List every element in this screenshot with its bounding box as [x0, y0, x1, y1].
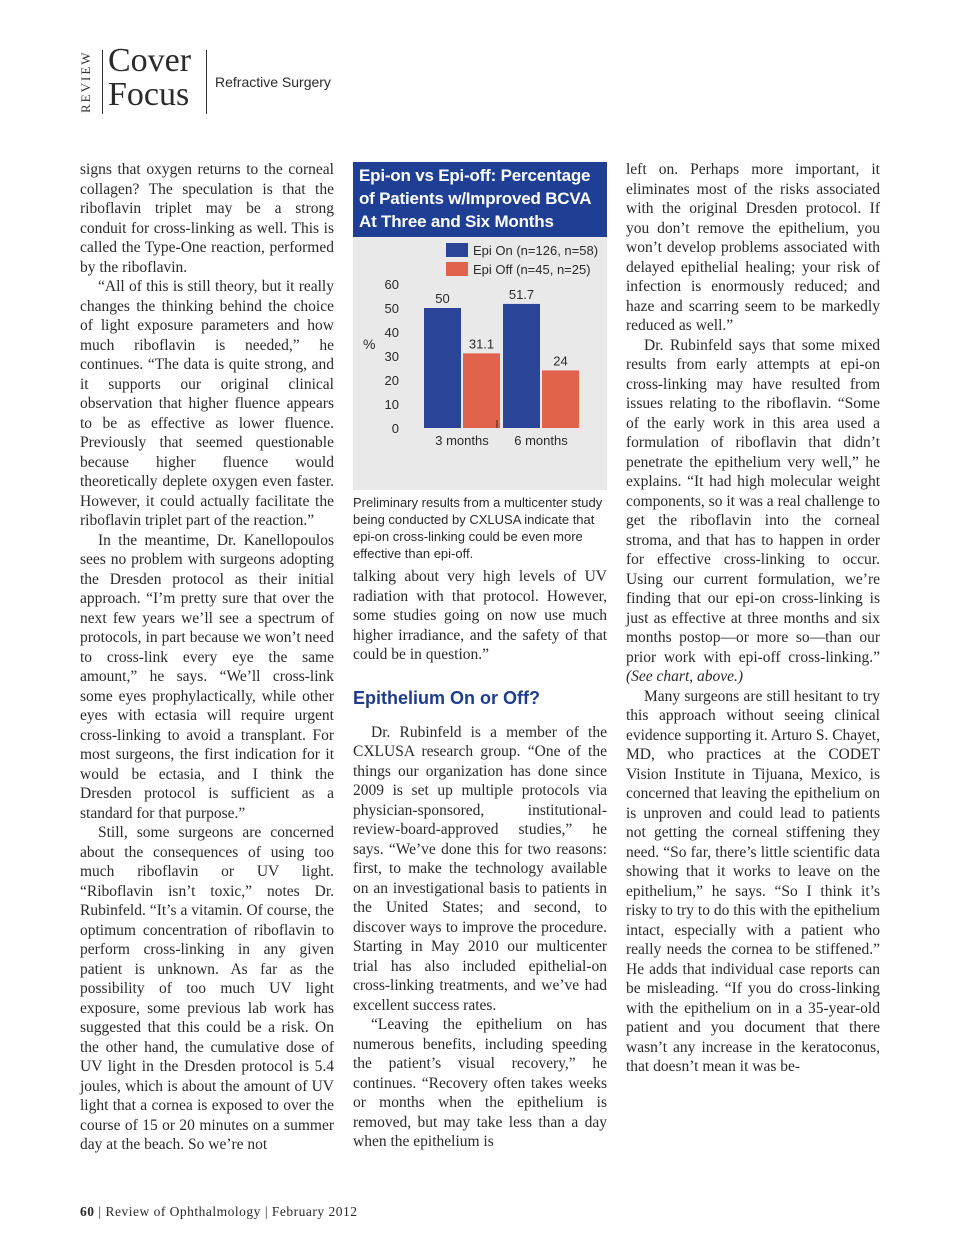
y-tick-label: 10: [384, 397, 399, 412]
y-tick-label: 60: [384, 277, 399, 292]
bar-data-label: 31.1: [468, 336, 495, 352]
masthead-vertical-label: REVIEW: [78, 50, 93, 114]
masthead-title: [108, 44, 208, 112]
paragraph: [353, 567, 607, 665]
legend-swatch: [446, 243, 468, 257]
paragraph: [353, 723, 607, 1016]
paragraph-text: “All of this is still theory, but it really changes the thinking behind the choice of light exposure parameters and how much riboflavin is needed,” he continues. “The data is quite strong, and it supports our original clinical observation that higher fluence appears to be as effective as lower fluence. Previously that seemed questionable because higher fluence would theoretically deplete oxygen even faster. However, it could actually facilitate the riboflavin triplet part of the reaction.”: [80, 278, 334, 529]
bar-data-label: 50: [435, 291, 450, 306]
article-column-3: [626, 160, 880, 1077]
paragraph-text: left on. Perhaps more important, it eliminates most of the risks associated with the original Dresden protocol. If you don’t remove the epithelium, you won’t develop problems associated with delayed epithelial healing; your risk of infection is enormously reduced; and haze and scarring seem to be markedly reduced as well.”: [626, 161, 880, 334]
y-tick-label: 20: [384, 373, 399, 388]
paragraph-text: signs that oxygen returns to the corneal collagen? The speculation is that the riboflavin triplet may be a strong conduit for cross-linking as well. This is called the Type-One reaction, performed by the riboflavin.: [80, 161, 334, 276]
paragraph: [626, 687, 880, 1077]
bar-epi-on: [503, 304, 540, 428]
masthead-divider: [206, 50, 207, 114]
y-tick-label: 50: [384, 301, 399, 316]
paragraph-text: talking about very high levels of UV radiation with that protocol. However, some studies going on now use much higher irradiance, and the safety of that could be in question.”: [353, 568, 607, 663]
chart-box: [353, 162, 607, 562]
section-label: Refractive Surgery: [215, 74, 331, 90]
page-footer: [80, 1204, 358, 1220]
y-axis-label: %: [363, 336, 376, 352]
bar-chart: [353, 237, 607, 490]
publication-name: Review of Ophthalmology: [105, 1204, 261, 1219]
bar-epi-off: [542, 370, 579, 428]
footer-separator: |: [264, 1204, 272, 1219]
masthead-title-line2: Focus: [108, 76, 190, 113]
paragraph-text: “Leaving the epithelium on has numerous benefits, including speeding the patient’s visual recovery,” he continues. “Recovery often takes weeks or months when the epithelium is removed, but may take less than a day when the epithelium is: [353, 1016, 607, 1150]
paragraph: [80, 160, 334, 277]
legend-label: Epi On (n=126, n=58): [473, 243, 599, 258]
x-category-label: 3 months: [435, 433, 489, 448]
paragraph: [80, 531, 334, 824]
y-tick-label: 0: [391, 421, 399, 436]
bar-epi-off: [463, 353, 500, 428]
section-subhead: Epithelium On or Off?: [353, 687, 540, 708]
paragraph-text: Dr. Rubinfeld says that some mixed results from early attempts at epi-on cross-linking may have resulted from issues relating to the riboflavin. “Some of the early work in this area used a formulation of riboflavin that didn’t penetrate the epithelium very well,” he explains. “It had high molecular weight components, so it was a real challenge to get the riboflavin into the corneal stroma, and that has to happen in order for effective cross-linking to occur. Using our current formulation, we’re finding that our epi-on cross-linking is just as effective at three months and six months postop—or more so—than our prior work with epi-off cross-linking.”: [626, 336, 880, 666]
bar-data-label: 24: [553, 353, 568, 369]
bar-epi-on: [424, 308, 461, 428]
paragraph-text: Dr. Rubinfeld is a member of the CXLUSA research group. “One of the things our organization has done since 2009 is set up multiple protocols via physician-sponsored, institutional-review-board-approved studies,” he says. “We’ve done this for two reasons: first, to make the technology available on an investigational basis to patients in the United States; and second, to discover ways to improve the procedure. Starting in May 2010 our multicenter trial has also included epithelial-on cross-linking treatments, and we’ve had excellent success rates.: [353, 723, 607, 1014]
x-category-label: 6 months: [514, 433, 568, 448]
chart-reference-note: (See chart, above.): [626, 668, 744, 685]
paragraph: [353, 1015, 607, 1152]
paragraph-text: Many surgeons are still hesitant to try this approach without seeing clinical evidence supporting it. Arturo S. Chayet, MD, who practices at the CODET Vision Institute in Tijuana, Mexico, is concerned that leaving the epithelium on is unproven and could lead to patients not getting the corneal stiffening they need. “So far, there’s little scientific data showing that it works to leave on the epithelium,” he says. “So I think it’s risky to try to do this with the epithelium intact, especially with a patient who really needs the cornea to be stiffened.” He adds that individual case reports can be misleading. “If you do cross-linking with the epithelium on in a 35-year-old patient and you document that there wasn’t any increase in the keratoconus, that doesn’t mean it was be-: [626, 687, 881, 1075]
page-number: 60: [80, 1204, 95, 1219]
chart-title: Epi-on vs Epi-off: Percentage of Patients w/Improved BCVA At Three and Six Months: [353, 162, 607, 237]
y-tick-label: 30: [384, 349, 399, 364]
paragraph: [626, 336, 880, 687]
paragraph-text: Still, some surgeons are concerned about the consequences of using too much riboflavin or UV light. “Riboflavin isn’t toxic,” notes Dr. Rubinfeld. “It’s a vitamin. Of course, the optimum concentration of riboflavin to perform cross-linking in any given patient is unknown. As far as the possibility of too much UV light exposure, some previous lab work has suggested that this could be a risk. On the other hand, the cumulative dose of UV light in the Dresden protocol is 5.4 joules, which is about the amount of UV light that a cornea is exposed to over the course of 15 or 20 minutes on a summer day at the beach. So we’re not: [80, 824, 334, 1153]
article-column-1: [80, 160, 334, 1155]
bar-data-label: 51.7: [508, 286, 535, 302]
footer-separator: |: [98, 1204, 106, 1219]
legend-swatch: [446, 262, 468, 276]
masthead-divider: [102, 50, 103, 114]
legend-label: Epi Off (n=45, n=25): [473, 262, 591, 277]
masthead-title-line1: Cover: [108, 42, 192, 79]
chart-caption: Preliminary results from a multicenter study being conducted by CXLUSA indicate that epi-on cross-linking could be even more effective than epi-off.: [353, 495, 603, 561]
y-tick-label: 40: [384, 325, 399, 340]
issue-date: February 2012: [271, 1204, 358, 1219]
paragraph: [80, 277, 334, 531]
paragraph: [80, 823, 334, 1155]
article-column-2: [353, 567, 607, 1152]
paragraph: [626, 160, 880, 336]
paragraph-text: In the meantime, Dr. Kanellopoulos sees no problem with surgeons adopting the Dresden protocol as their initial approach. “I’m pretty sure that over the next few years we’ll see a spectrum of protocols, in part because we won’t need to cross-link every eye the same amount,” he says. “We’ll cross-link some eyes prophylactically, while other eyes with ectasia will require urgent cross-linking to avoid a transplant. For most surgeons, the first indication for it would be ectasia, and I think the Dresden protocol is sufficient as a standard for that purpose.”: [80, 531, 334, 822]
